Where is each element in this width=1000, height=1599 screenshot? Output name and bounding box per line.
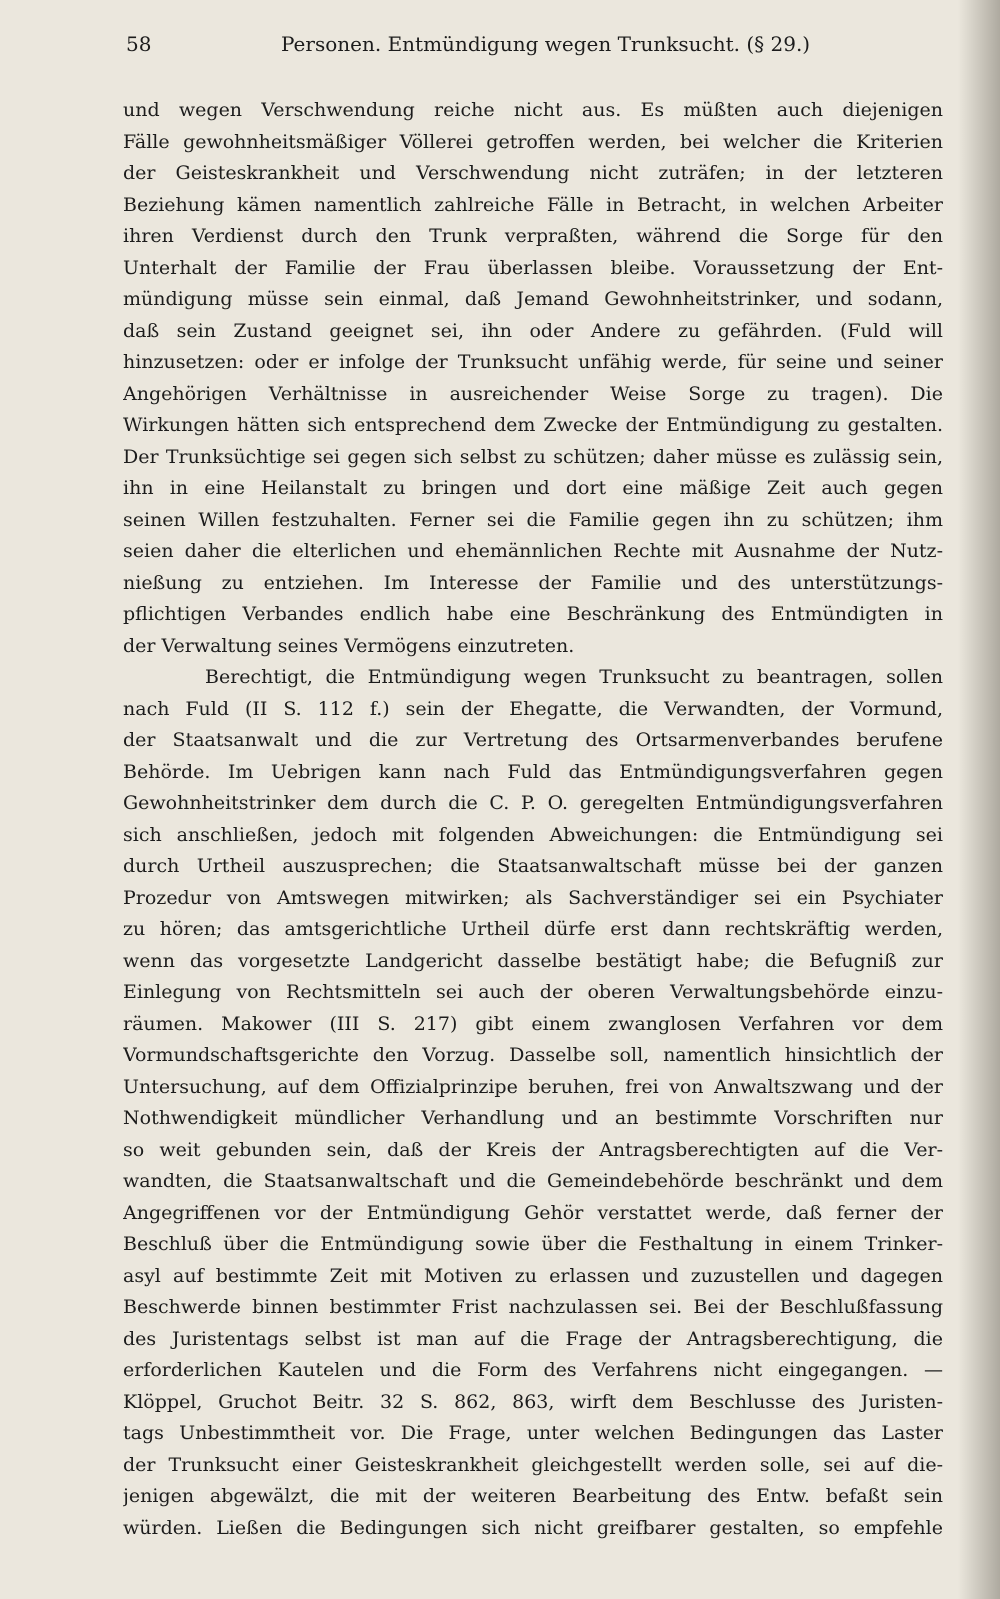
text-line: ihn in eine Heilanstalt zu bringen und dort eine mäßige Zeit auch gegen [123, 477, 943, 499]
text-line: seien daher die elterlichen und ehemännlichen Rechte mit Ausnahme der Nutz- [123, 540, 943, 562]
text-line: tags Unbestimmtheit vor. Die Frage, unter welchen Bedingungen das Laster [123, 1422, 943, 1444]
text-line: Wirkungen hätten sich entsprechend dem Zwecke der Entmündigung zu gestalten. [123, 414, 943, 436]
text-line: seinen Willen festzuhalten. Ferner sei die Familie gegen ihn zu schützen; ihm [123, 508, 943, 531]
text-line: sich anschließen, jedoch mit folgenden Abweichungen: die Entmündigung sei [123, 823, 943, 846]
text-line: Berechtigt, die Entmündigung wegen Trunksucht zu beantragen, sollen [205, 666, 943, 688]
text-line: der Geisteskrankheit und Verschwendung nicht zuträfen; in der letzteren [123, 162, 943, 184]
text-line: zu hören; das amtsgerichtliche Urtheil dürfe erst dann rechtskräftig werden, [123, 918, 943, 940]
text-line: Gewohnheitstrinker dem durch die C. P. O. geregelten Entmündigungsverfahren [123, 792, 943, 814]
running-head: Personen. Entmündigung wegen Trunksucht. (§ 29.) [281, 32, 811, 56]
text-line: so weit gebunden sein, daß der Kreis der Antragsberechtigten auf die Ver- [123, 1138, 943, 1161]
text-line: Vormundschaftsgerichte den Vorzug. Dasselbe soll, namentlich hinsichtlich der [123, 1044, 943, 1066]
text-line: Behörde. Im Uebrigen kann nach Fuld das Entmündigungsverfahren gegen [123, 760, 943, 783]
body-text [123, 95, 943, 1544]
text-line: der Staatsanwalt und die zur Vertretung des Ortsarmenverbandes berufene [123, 729, 943, 751]
text-line: Einlegung von Rechtsmitteln sei auch der oberen Verwaltungsbehörde einzu- [123, 981, 943, 1003]
text-line: der Verwaltung seines Vermögens einzutreten. [123, 634, 575, 657]
page-edge-shadow [958, 0, 1000, 1599]
text-line: Angegriffenen vor der Entmündigung Gehör verstattet werde, daß ferner der [123, 1201, 943, 1224]
text-line: erforderlichen Kautelen und die Form des Verfahrens nicht eingegangen. — [123, 1359, 943, 1381]
text-line: Prozedur von Amtswegen mitwirken; als Sachverständiger sei ein Psychiater [123, 886, 943, 909]
text-line: Angehörigen Verhältnisse in ausreichender Weise Sorge zu tragen). Die [123, 382, 943, 405]
text-line: Beziehung kämen namentlich zahlreiche Fälle in Betracht, in welchen Arbeiter [123, 193, 943, 216]
text-line: jenigen abgewälzt, die mit der weiteren Bearbeitung des Entw. befaßt sein [123, 1485, 943, 1507]
text-line: Beschwerde binnen bestimmter Frist nachzulassen sei. Bei der Beschlußfassung [123, 1296, 943, 1318]
page-number: 58 [126, 32, 152, 56]
text-line: Klöppel, Gruchot Beitr. 32 S. 862, 863, wirft dem Beschlusse des Juristen- [123, 1390, 943, 1413]
text-line: hinzusetzen: oder er infolge der Trunksucht unfähig werde, für seine und seiner [123, 351, 943, 373]
text-line: und wegen Verschwendung reiche nicht aus. Es müßten auch diejenigen [123, 99, 943, 121]
text-line: nach Fuld (II S. 112 f.) sein der Ehegatte, die Verwandten, der Vormund, [123, 697, 943, 720]
text-line: Beschluß über die Entmündigung sowie über die Festhaltung in einem Trinker- [123, 1233, 943, 1255]
text-line: des Juristentags selbst ist man auf die Frage der Antragsberechtigung, die [123, 1327, 943, 1350]
text-line: ihren Verdienst durch den Trunk verpraßten, während die Sorge für den [123, 225, 943, 247]
text-line: Der Trunksüchtige sei gegen sich selbst zu schützen; daher müsse es zulässig sein, [123, 445, 943, 468]
text-line: daß sein Zustand geeignet sei, ihn oder Andere zu gefährden. (Fuld will [123, 319, 943, 342]
text-line: pflichtigen Verbandes endlich habe eine Beschränkung des Entmündigten in [123, 603, 943, 625]
text-line: durch Urtheil auszusprechen; die Staatsanwaltschaft müsse bei der ganzen [123, 855, 943, 877]
text-line: Fälle gewohnheitsmäßiger Völlerei getroffen werden, bei welcher die Kriterien [123, 130, 943, 153]
text-line: nießung zu entziehen. Im Interesse der Familie und des unterstützungs- [123, 571, 943, 594]
text-line: wandten, die Staatsanwaltschaft und die Gemeindebehörde beschränkt und dem [123, 1170, 943, 1192]
text-line: wenn das vorgesetzte Landgericht dasselbe bestätigt habe; die Befugniß zur [123, 949, 943, 972]
text-line: Nothwendigkeit mündlicher Verhandlung und an bestimmte Vorschriften nur [123, 1107, 943, 1129]
text-line: Untersuchung, auf dem Offizialprinzipe beruhen, frei von Anwaltszwang und der [123, 1075, 943, 1098]
text-line: räumen. Makower (III S. 217) gibt einem zwanglosen Verfahren vor dem [123, 1012, 943, 1035]
text-line: Unterhalt der Familie der Frau überlassen bleibe. Voraussetzung der Ent- [123, 256, 943, 279]
text-line: würden. Ließen die Bedingungen sich nicht greifbarer gestalten, so empfehle [123, 1516, 943, 1539]
text-line: mündigung müsse sein einmal, daß Jemand Gewohnheitstrinker, und sodann, [123, 288, 943, 310]
page-header [126, 32, 816, 62]
text-line: der Trunksucht einer Geisteskrankheit gleichgestellt werden solle, sei auf die- [123, 1453, 943, 1476]
text-line: asyl auf bestimmte Zeit mit Motiven zu erlassen und zuzustellen und dagegen [123, 1264, 943, 1287]
